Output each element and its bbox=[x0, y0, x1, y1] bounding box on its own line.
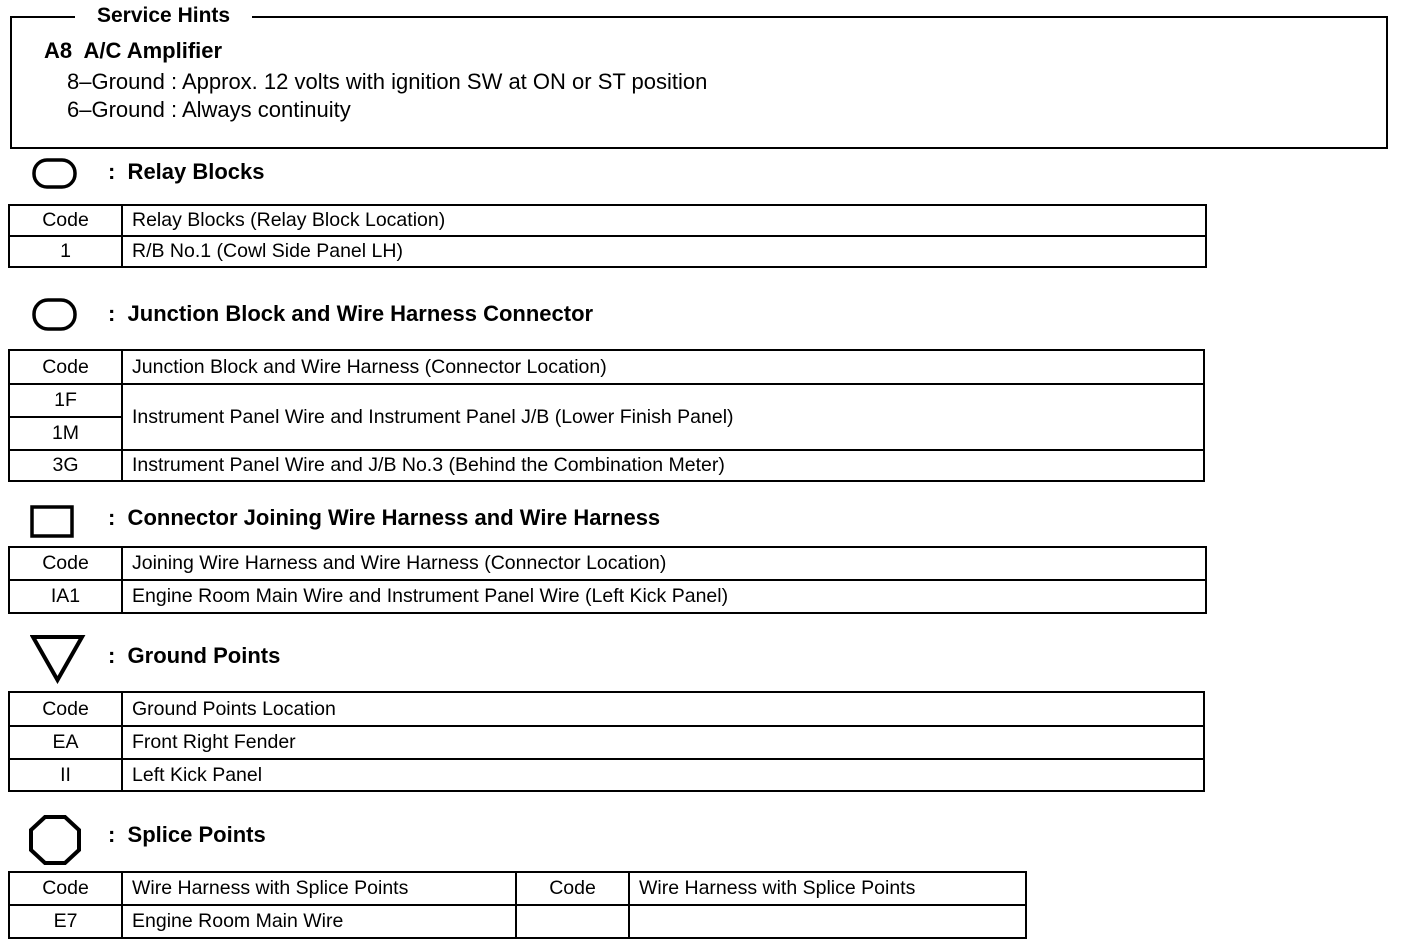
column-header: Wire Harness with Splice Points bbox=[629, 872, 1026, 905]
column-header: Code bbox=[9, 692, 122, 726]
table-row bbox=[9, 236, 1206, 267]
table-header-row bbox=[9, 350, 1204, 384]
table-cell: Instrument Panel Wire and Instrument Panel J/B (Lower Finish Panel) bbox=[122, 384, 1204, 450]
connector-joining-heading: : Connector Joining Wire Harness and Wire Harness bbox=[108, 505, 661, 530]
column-header: Wire Harness with Splice Points bbox=[122, 872, 516, 905]
table-header-row bbox=[9, 205, 1206, 236]
rounded-rectangle-icon bbox=[32, 298, 78, 332]
service-hints-title: Service Hints bbox=[75, 2, 252, 30]
table-cell: 1 bbox=[9, 236, 122, 267]
table-cell: Engine Room Main Wire and Instrument Panel Wire (Left Kick Panel) bbox=[122, 580, 1206, 613]
column-header: Junction Block and Wire Harness (Connector Location) bbox=[122, 350, 1204, 384]
service-hint-line: 6–Ground : Always continuity bbox=[67, 97, 351, 122]
table-cell: R/B No.1 (Cowl Side Panel LH) bbox=[122, 236, 1206, 267]
table-cell: 3G bbox=[9, 450, 122, 481]
column-header: Ground Points Location bbox=[122, 692, 1204, 726]
relay-blocks-heading: : Relay Blocks bbox=[108, 159, 265, 184]
table-row bbox=[9, 384, 1204, 417]
table-cell bbox=[629, 905, 1026, 938]
table-cell: Front Right Fender bbox=[122, 726, 1204, 759]
ground-points-table bbox=[8, 691, 1205, 792]
column-header: Code bbox=[9, 350, 122, 384]
table-row bbox=[9, 580, 1206, 613]
column-header: Code bbox=[9, 872, 122, 905]
column-header: Code bbox=[516, 872, 629, 905]
service-hints-heading: A8 A/C Amplifier bbox=[44, 38, 223, 63]
table-cell: Instrument Panel Wire and J/B No.3 (Behind the Combination Meter) bbox=[122, 450, 1204, 481]
column-header: Relay Blocks (Relay Block Location) bbox=[122, 205, 1206, 236]
rectangle-icon bbox=[30, 505, 76, 539]
table-cell bbox=[516, 905, 629, 938]
table-cell: Left Kick Panel bbox=[122, 759, 1204, 791]
triangle-down-icon bbox=[30, 634, 86, 684]
table-header-row bbox=[9, 692, 1204, 726]
junction-block-heading: : Junction Block and Wire Harness Connector bbox=[108, 301, 594, 326]
rounded-rectangle-icon bbox=[32, 158, 78, 190]
table-cell: IA1 bbox=[9, 580, 122, 613]
table-header-row bbox=[9, 547, 1206, 580]
ground-points-heading: : Ground Points bbox=[108, 643, 281, 668]
table-row bbox=[9, 450, 1204, 481]
table-cell: Engine Room Main Wire bbox=[122, 905, 516, 938]
relay-blocks-table bbox=[8, 204, 1207, 268]
connector-joining-table bbox=[8, 546, 1207, 614]
octagon-icon bbox=[28, 814, 82, 866]
table-cell: E7 bbox=[9, 905, 122, 938]
table-header-row bbox=[9, 872, 1026, 905]
table-row bbox=[9, 759, 1204, 791]
column-header: Code bbox=[9, 547, 122, 580]
table-row bbox=[9, 726, 1204, 759]
column-header: Code bbox=[9, 205, 122, 236]
table-cell: II bbox=[9, 759, 122, 791]
table-cell: 1F bbox=[9, 384, 122, 417]
table-cell: 1M bbox=[9, 417, 122, 450]
column-header: Joining Wire Harness and Wire Harness (Connector Location) bbox=[122, 547, 1206, 580]
junction-block-table bbox=[8, 349, 1205, 482]
service-hint-line: 8–Ground : Approx. 12 volts with ignition SW at ON or ST position bbox=[67, 69, 708, 94]
splice-points-table bbox=[8, 871, 1027, 939]
table-row bbox=[9, 905, 1026, 938]
table-cell: EA bbox=[9, 726, 122, 759]
splice-points-heading: : Splice Points bbox=[108, 822, 266, 847]
